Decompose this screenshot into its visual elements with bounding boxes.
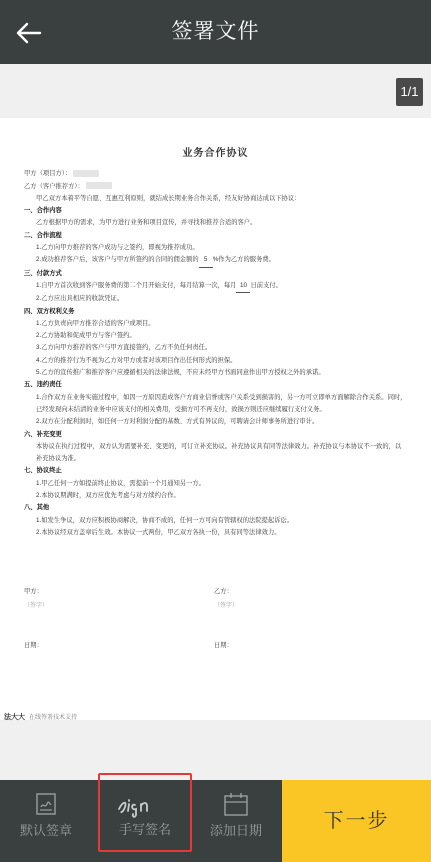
default-seal-button[interactable] [0, 780, 92, 862]
clause: 4.乙方的推荐行为不视为乙方对甲方或者对该项目作出任何形式的担保。 [36, 356, 237, 364]
clause: 1.乙方向甲方推荐的客户成功与之签约，即视为推荐成功。 [36, 244, 199, 252]
handwrite-signature-button[interactable] [98, 773, 192, 852]
clause: 5.乙方的宣传推广和推荐客户应遵循相关的法律法规，不应未经甲方书面同意作出甲方授权之外的承诺。 [36, 369, 325, 377]
party-b-signature[interactable] [214, 586, 404, 613]
clause: 2.本协议期满时，双方应优先考虑与对方续约合作。 [36, 492, 180, 500]
clause-text: %作为乙方的服务费。 [212, 256, 275, 264]
tool-label: 添加日期 [209, 823, 262, 838]
doc-intro: 甲乙双方本着平等自愿、互惠互利原则，就结成长期业务合作关系，经友好协商达成以下协议： [36, 194, 301, 202]
party-b-date[interactable] [214, 640, 404, 652]
clause: 1.甲乙任何一方如提前终止协议，需提前一个月通知另一方。 [36, 479, 205, 487]
clause: 2.本协议经双方盖章后生效。本协议一式两份，甲乙双方各执一份，具有同等法律效力。 [36, 528, 281, 536]
clause [24, 280, 407, 293]
brand-tagline: 在线签署技术支持 [29, 715, 78, 721]
clause: 2.双方在分配利润时，如任何一方对利润分配的基数、方式有异议的，可聘请会计师事务所进行审计。 [36, 418, 319, 426]
top-bar [0, 0, 431, 64]
redacted-value [73, 170, 99, 177]
sig-label: 甲方： [24, 588, 43, 595]
pay-day-value: 10 [236, 280, 250, 293]
clause: 2.乙方应出具相应的收款凭证。 [36, 295, 124, 303]
clause-text: 1.自甲方首次收到客户服务费的第二个月开始支付，每月结算一次，每月 [36, 281, 237, 289]
seal-icon [34, 792, 58, 816]
party-a-signature[interactable] [24, 586, 214, 613]
document-page[interactable] [0, 118, 431, 720]
date-label: 日期： [214, 642, 233, 649]
clause: 1.如发生争议，双方应积极协商解决，协商不成的，任何一方可向有管辖权的法院提起诉讼。 [36, 516, 294, 524]
brand-logo: 法大大 [4, 714, 25, 721]
party-b-line [24, 181, 407, 193]
redacted-value [86, 182, 112, 189]
brand-footer [4, 712, 77, 722]
section-heading: 六、补充变更 [24, 430, 62, 438]
bottom-toolbar [0, 780, 431, 862]
clause-text: 日前支付。 [250, 281, 282, 289]
section-heading: 四、双方权利义务 [24, 307, 75, 315]
clause: 1.合作双方在业务实施过程中，如因一方原因造成客户方商业信誉或客户关系受到损害的，另一方可立即单方面解除合作关系。同时，已经发现向未结清的业务中应该支付的相关费用，受损方可不再支付，致损方则还应继续履行支付义务。 [36, 393, 407, 413]
clause [24, 254, 407, 267]
section-heading: 三、付款方式 [24, 269, 62, 277]
clause: 本协议在执行过程中，双方认为需要补充、变更的，可订立补充协议。补充协议具有同等法律效力。补充协议与本协议不一致的，以补充协议为准。 [36, 442, 402, 463]
party-b-label: 乙方（客户推荐方）： [24, 182, 84, 190]
party-a-line [24, 168, 407, 180]
sign-script-icon [115, 789, 175, 819]
section-heading: 二、合作流程 [24, 231, 62, 239]
doc-title: 业务合作协议 [182, 148, 249, 159]
clause: 3.乙方向甲方推荐的客户与甲方直接签约，乙方不负任何责任。 [36, 344, 212, 352]
date-label: 日期： [24, 642, 43, 649]
party-a-date[interactable] [24, 640, 214, 652]
section-heading: 七、协议终止 [24, 467, 62, 475]
clause: 1.乙方负责向甲方推荐合适的客户或项目。 [36, 319, 155, 327]
tool-label: 手写签名 [118, 822, 171, 837]
next-step-button[interactable]: 下一步 [282, 780, 431, 862]
clause: 乙方根据甲方的需求，为甲方进行业务和项目宣传，并寻找和推荐合适的客户。 [36, 219, 257, 227]
document-viewer[interactable] [0, 64, 431, 780]
sig-hint: （签字） [214, 603, 239, 610]
add-date-button[interactable] [190, 780, 282, 862]
sig-label: 乙方： [214, 588, 233, 595]
section-heading: 五、违约责任 [24, 381, 62, 389]
section-heading: 一、合作内容 [24, 207, 62, 215]
clause-text: 2.成功推荐客户后，该客户与甲方所签约的合同的佣金额的 [36, 256, 199, 264]
page-title: 签署文件 [171, 20, 260, 43]
tool-label: 默认签章 [19, 823, 72, 838]
sig-hint: （签字） [24, 603, 49, 610]
calendar-icon [223, 792, 249, 818]
commission-value: 5 [199, 254, 213, 267]
section-heading: 八、其他 [24, 504, 50, 512]
page-indicator: 1/1 [396, 78, 423, 106]
clause: 2.乙方协助和促成甲方与客户签约。 [36, 332, 136, 340]
party-a-label: 甲方（项目方）： [24, 170, 72, 178]
